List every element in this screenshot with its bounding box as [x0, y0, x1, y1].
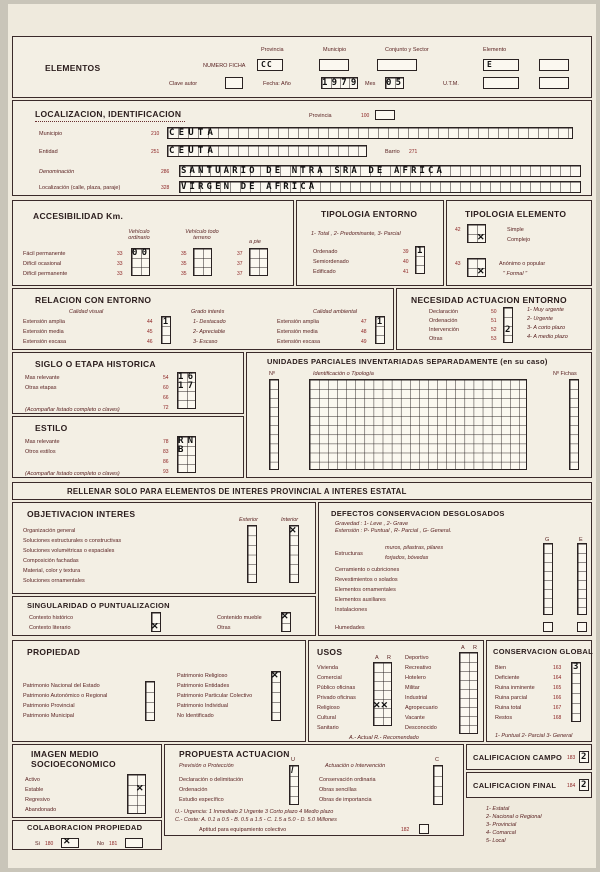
img-row-3: Abandonado — [25, 807, 57, 813]
title-underline — [35, 121, 185, 122]
estilo-title: ESTILO — [35, 423, 68, 433]
num-43: 43 — [455, 261, 461, 267]
rel-amb-row-0: Extensión amplia — [277, 319, 319, 325]
prop-left-grid[interactable] — [145, 681, 155, 721]
relacion-entorno-title: RELACION CON ENTORNO — [35, 295, 152, 305]
si-mark-icon: ✕ — [63, 836, 71, 846]
obj-row-1: Soluciones estructurales o constructivas — [23, 538, 122, 544]
num-180: 180 — [45, 841, 54, 847]
prop-right-1: Patrimonio Entidades — [177, 683, 230, 689]
nec-value: 2 — [505, 325, 515, 335]
propiedad-title: PROPIEDAD — [27, 647, 81, 657]
num-42: 42 — [455, 227, 461, 233]
cal-legend-4: 4- Comarcal — [486, 830, 516, 836]
num-37: 37 — [237, 251, 243, 257]
tipologia-elemento-panel — [446, 200, 592, 286]
prop-left-0: Patrimonio Nacional del Estado — [23, 683, 100, 689]
actuacion-label: Actuación o Intervención — [325, 763, 386, 769]
mueble-mark-icon: ✕ — [281, 611, 289, 621]
loc-provincia-box[interactable] — [375, 110, 395, 120]
letter-e: E — [487, 60, 493, 69]
estilo-value-2: B — [178, 445, 188, 455]
mueble-label: Contenido mueble — [217, 615, 262, 621]
conservacion-title: CONSERVACION GLOBAL — [493, 647, 594, 656]
num-184: 184 — [567, 783, 576, 789]
unid-ident-grid[interactable] — [309, 379, 527, 470]
complejo-check-icon: ✕ — [477, 232, 485, 242]
col-u: U — [291, 757, 295, 763]
rel-amb-row-2: Extensión escasa — [277, 339, 321, 345]
num-60: 60 — [163, 385, 169, 391]
prop-right-4: No Identificado — [177, 713, 214, 719]
usos-col-r2: R — [473, 645, 477, 651]
tip-elem-row-1: Complejo — [507, 237, 531, 243]
rel-mark-2: 1 — [377, 316, 383, 326]
humedades-label: Humedades — [335, 625, 365, 631]
defectos-col-e: E — [579, 537, 583, 543]
num-35b: 35 — [181, 261, 187, 267]
acc-col1: Vehículo ordinario — [128, 229, 150, 241]
num-83: 83 — [163, 449, 169, 455]
unidades-title: UNIDADES PARCIALES INVENTARIADAS SEPARADAMENTE (en su caso) — [267, 357, 548, 366]
num-54: 54 — [163, 375, 169, 381]
nec-legend-1: 1- Muy urgente — [527, 307, 564, 313]
sing-row-0: Contexto histórico — [29, 615, 74, 621]
estilo-note: (Acompañar listado completo o claves) — [25, 471, 120, 477]
tip-entorno-value: 1 — [417, 246, 427, 256]
elemento-box-2[interactable] — [539, 59, 569, 71]
usos-right-2: Hotelero — [405, 675, 426, 681]
aptitud-box[interactable] — [419, 824, 429, 834]
num-166: 166 — [553, 695, 562, 701]
cons-value: 3 — [573, 662, 583, 672]
objetivacion-title: OBJETIVACION INTERES — [27, 509, 136, 519]
cons-row-2: Ruina inminente — [495, 685, 535, 691]
utm-box-2[interactable] — [539, 77, 569, 89]
formal-label: " Formal " — [503, 271, 528, 277]
conservacion-panel — [486, 640, 592, 742]
num-35: 35 — [181, 251, 187, 257]
num-168: 168 — [553, 715, 562, 721]
num-50: 50 — [491, 309, 497, 315]
loc-entidad-value: CEUTA — [169, 146, 218, 156]
rel-mark-1: 1 — [163, 316, 169, 326]
estructuras-sub2: forjados, bóvedas — [385, 555, 429, 561]
unid-col-no: Nº — [269, 371, 275, 377]
cal-legend-1: 1- Estatal — [486, 806, 510, 812]
siglo-panel — [12, 352, 244, 414]
estilo-row-1: Otros estilos — [25, 449, 56, 455]
prop-act-right-1: Obras sencillas — [319, 787, 357, 793]
obj-row-4: Material, color y textura — [23, 568, 81, 574]
loc-municipio-grid[interactable] — [167, 127, 573, 139]
obj-row-3: Composición fachadas — [23, 558, 79, 564]
fecha-ano-value: 1979 — [322, 78, 361, 88]
rel-row-2: Extensión escasa — [23, 339, 67, 345]
necesidad-panel — [396, 288, 592, 350]
denominacion-label: Denominación — [39, 169, 75, 175]
prop-right-2: Patrimonio Particular Colectivo — [177, 693, 253, 699]
def-row-4: Instalaciones — [335, 607, 368, 613]
defectos-panel — [318, 502, 592, 636]
obj-interior: Interior — [281, 517, 299, 523]
num-33: 33 — [117, 251, 123, 257]
imagen-mark-icon: ✕ — [136, 783, 144, 793]
nec-legend-2: 2- Urgente — [527, 316, 553, 322]
usos-right-1: Recreativo — [405, 665, 432, 671]
unid-no-col-left[interactable] — [269, 379, 279, 470]
num-210: 210 — [151, 131, 160, 137]
humedades-e-box[interactable] — [577, 622, 587, 632]
usos-panel — [308, 640, 484, 742]
calificacion-campo-panel — [466, 744, 592, 770]
banner-text: RELLENAR SOLO PARA ELEMENTOS DE INTERES PROVINCIAL A INTERES ESTATAL — [67, 487, 407, 496]
num-167: 167 — [553, 705, 562, 711]
estilo-panel — [12, 416, 244, 478]
acc-grid-3[interactable] — [249, 248, 268, 276]
propuesta-panel — [164, 744, 464, 836]
img-row-2: Regresivo — [25, 797, 50, 803]
relacion-entorno-panel — [12, 288, 394, 350]
num-86: 86 — [163, 459, 169, 465]
accesibilidad-title: ACCESIBILIDAD Km. — [33, 211, 124, 221]
usos-right-7: Desconocido — [405, 725, 437, 731]
provincia-label: Provincia — [261, 47, 284, 53]
cons-row-5: Restos — [495, 715, 513, 721]
num-48: 48 — [361, 329, 367, 335]
cal-legend-2: 2- Nacional o Regional — [486, 814, 542, 820]
imagen-grid[interactable] — [127, 774, 146, 814]
num-78: 78 — [163, 439, 169, 445]
num-45: 45 — [147, 329, 153, 335]
num-35c: 35 — [181, 271, 187, 277]
localizacion-panel — [12, 100, 592, 196]
formal-check-icon: ✕ — [477, 266, 485, 276]
prop-left-3: Patrimonio Municipal — [23, 713, 75, 719]
unid-col-fichas: Nº Fichas — [553, 371, 577, 377]
obj-exterior-grid[interactable] — [247, 525, 257, 583]
rel-amb-row-1: Extensión media — [277, 329, 318, 335]
tip-entorno-row-0: Ordenado — [313, 249, 338, 255]
usos-right-4: Industrial — [405, 695, 428, 701]
imagen-title-1: IMAGEN MEDIO — [31, 749, 99, 759]
usos-title: USOS — [317, 647, 343, 657]
estructuras-sub1: muros, pilastras, pilares — [385, 545, 444, 551]
num-51: 51 — [491, 318, 497, 324]
imagen-title-2: SOCIOECONOMICO — [31, 759, 116, 769]
num-52: 52 — [491, 327, 497, 333]
grado-1: 1- Destacado — [193, 319, 226, 325]
acc-col2: Vehículo todo terreno — [185, 229, 219, 241]
defectos-legend2: Extensión : P- Puntual , R- Parcial , G- General. — [335, 528, 452, 534]
usos-left-5: Cultural — [317, 715, 336, 721]
prop-act-right-0: Conservación ordinaria — [319, 777, 376, 783]
usos-left-0: Vivienda — [317, 665, 338, 671]
def-row-2: Elementos ornamentales — [335, 587, 396, 593]
num-72: 72 — [163, 405, 169, 411]
cons-row-1: Deficiente — [495, 675, 520, 681]
estilo-row-0: Mas relevante — [25, 439, 60, 445]
propuesta-legend-1: U.- Urgencia: 1 Inmediato 2 Urgente 3 Corto plazo 4 Medio plazo — [175, 809, 334, 815]
tipologia-elemento-title: TIPOLOGIA ELEMENTO — [465, 209, 567, 219]
mes-label: Mes — [365, 81, 376, 87]
prop-left-2: Patrimonio Provincial — [23, 703, 75, 709]
singularidad-panel — [12, 596, 316, 636]
elementos-title: ELEMENTOS — [45, 63, 101, 73]
usos-right-0: Deportivo — [405, 655, 429, 661]
acc-col3: a pie — [249, 239, 261, 245]
cal-final-value: 2 — [581, 780, 591, 790]
numero-ficha-label: NUMERO FICHA — [203, 63, 246, 69]
cal-legend-5: 5- Local — [486, 838, 506, 844]
num-33b: 33 — [117, 261, 123, 267]
tip-elem-row-0: Simple — [507, 227, 524, 233]
def-row-3: Elementos auxiliares — [335, 597, 386, 603]
mes-value: 05 — [386, 78, 406, 88]
acc-row-1: Difícil ocasional — [23, 261, 62, 267]
num-39: 39 — [403, 249, 409, 255]
imagen-panel — [12, 744, 162, 818]
usos-left-3: Privado oficinas — [317, 695, 356, 701]
sing-row-1: Contexto literario — [29, 625, 71, 631]
num-49: 49 — [361, 339, 367, 345]
num-251: 251 — [151, 149, 160, 155]
loc-entidad-label: Entidad — [39, 149, 58, 155]
defectos-e-grid[interactable] — [577, 543, 587, 615]
unid-fichas-col[interactable] — [569, 379, 579, 470]
num-37c: 37 — [237, 271, 243, 277]
interes-banner — [12, 482, 592, 500]
unidades-panel — [246, 352, 592, 478]
elementos-panel — [12, 36, 592, 98]
nec-legend-3: 3- A corto plazo — [527, 325, 566, 331]
num-271: 271 — [409, 149, 418, 155]
siglo-value-2: 17 — [178, 381, 198, 391]
num-182: 182 — [401, 827, 410, 833]
usos-col-a: A — [375, 655, 379, 661]
defectos-legend1: Gravedad : 1- Leve , 2- Grave — [335, 521, 409, 527]
nec-row-0: Declaración — [429, 309, 459, 315]
defectos-col-g: G — [545, 537, 550, 543]
propiedad-panel — [12, 640, 306, 742]
aptitud-label: Aptitud para equipamiento colectivo — [199, 827, 287, 833]
prop-right-3: Patrimonio Individual — [177, 703, 229, 709]
tip-entorno-row-1: Semiordenado — [313, 259, 349, 265]
usos-left-6: Sanitario — [317, 725, 339, 731]
fecha-label: Fecha: Año — [263, 81, 291, 87]
obj-exterior: Exterior — [239, 517, 258, 523]
accesibilidad-panel — [12, 200, 294, 286]
defectos-g-grid[interactable] — [543, 543, 553, 615]
cal-legend-3: 3- Provincial — [486, 822, 517, 828]
cal-final-label: CALIFICACION FINAL — [473, 781, 557, 790]
grado-2: 2- Apreciable — [193, 329, 226, 335]
num-53: 53 — [491, 336, 497, 342]
objetivacion-panel — [12, 502, 316, 594]
tipologia-entorno-panel — [296, 200, 444, 286]
cons-row-0: Bien — [495, 665, 507, 671]
img-row-0: Activo — [25, 777, 40, 783]
num-44: 44 — [147, 319, 153, 325]
usos-right-6: Vacante — [405, 715, 425, 721]
acc-row-0: Fácil permanente — [23, 251, 66, 257]
usos-left-1: Comercial — [317, 675, 342, 681]
loc-municipio-label: Municipio — [39, 131, 63, 137]
tip-entorno-legend: 1- Total , 2- Predominante, 3- Parcial — [311, 231, 401, 237]
clave-autor-box[interactable] — [225, 77, 243, 89]
municipio-label: Municipio — [323, 47, 347, 53]
obj-mark-icon: ✕ — [289, 525, 297, 535]
nec-row-1: Ordenación — [429, 318, 458, 324]
usos-col-r: R — [387, 655, 391, 661]
localizacion-label: Localización (calle, plaza, paraje) — [39, 185, 121, 191]
rel-row-1: Extensión media — [23, 329, 64, 335]
localizacion-title: LOCALIZACION, IDENTIFICACION — [35, 109, 182, 119]
utm-box-1[interactable] — [483, 77, 519, 89]
cons-row-3: Ruina parcial — [495, 695, 528, 701]
usos-col-a2: A — [461, 645, 465, 651]
num-183: 183 — [567, 755, 576, 761]
prop-act-left-2: Estudio específico — [179, 797, 224, 803]
num-41: 41 — [403, 269, 409, 275]
colaboracion-panel — [12, 820, 162, 850]
no-box[interactable] — [125, 838, 143, 848]
prop-act-right-2: Obras de importancia — [319, 797, 372, 803]
prevision-label: Previsión o Protección — [179, 763, 234, 769]
def-row-1: Revestimientos o solados — [335, 577, 398, 583]
elemento-label: Elemento — [483, 47, 507, 53]
acc-grid-2[interactable] — [193, 248, 212, 276]
defectos-title: DEFECTOS CONSERVACION DESGLOSADOS — [331, 509, 505, 518]
colaboracion-title: COLABORACION PROPIEDAD — [27, 823, 143, 832]
calificacion-final-panel — [466, 772, 592, 798]
municipio-box[interactable] — [319, 59, 349, 71]
numero-ficha-value: CC — [261, 60, 273, 69]
acc-value: 00 — [132, 248, 152, 258]
prop-left-1: Patrimonio Autonómico o Regional — [23, 693, 108, 699]
si-label: Si — [35, 841, 40, 847]
prop-act-left-1: Ordenación — [179, 787, 208, 793]
no-label: No — [97, 841, 105, 847]
usos-right-grid[interactable] — [459, 652, 478, 734]
tipologia-entorno-title: TIPOLOGIA ENTORNO — [321, 209, 418, 219]
img-row-1: Estable — [25, 787, 44, 793]
num-66: 66 — [163, 395, 169, 401]
singularidad-title: SINGULARIDAD O PUNTUALIZACION — [27, 601, 170, 610]
nec-legend-4: 4- A medio plazo — [527, 334, 568, 340]
obj-row-2: Soluciones volumétricas o espaciales — [23, 548, 115, 554]
usos-left-grid[interactable] — [373, 662, 392, 726]
tip-entorno-row-2: Edificado — [313, 269, 336, 275]
col-c: C — [435, 757, 439, 763]
form-sheet — [8, 4, 596, 868]
prop-right-0: Patrimonio Religioso — [177, 673, 228, 679]
siglo-value-1: 16 — [178, 372, 198, 382]
num-37b: 37 — [237, 261, 243, 267]
barrio-label: Barrio — [385, 149, 400, 155]
siglo-row-1: Otras etapas — [25, 385, 57, 391]
estructuras-label: Estructuras — [335, 551, 363, 557]
utm-label: U.T.M. — [443, 81, 459, 87]
cons-row-4: Ruina total — [495, 705, 522, 711]
anonimo-label: Anónimo o popular — [499, 261, 546, 267]
conjunto-box[interactable] — [377, 59, 417, 71]
denominacion-value: SANTUARIO DE NTRA SRA DE AFRICA — [181, 166, 446, 176]
obj-row-0: Organización general — [23, 528, 76, 534]
usos-left-2: Público oficinas — [317, 685, 356, 691]
cal-campo-value: 2 — [581, 752, 591, 762]
num-40: 40 — [403, 259, 409, 265]
def-row-0: Cerramiento o cubriciones — [335, 567, 400, 573]
num-47: 47 — [361, 319, 367, 325]
usos-right-3: Militar — [405, 685, 420, 691]
num-164: 164 — [553, 675, 562, 681]
rel-row-0: Extensión amplia — [23, 319, 65, 325]
usos-legend: A.- Actual R.- Recomendado — [349, 735, 419, 741]
propuesta-u-mark: / — [291, 765, 294, 775]
siglo-row-0: Mas relevante — [25, 375, 60, 381]
loc-municipio-value: CEUTA — [169, 128, 218, 138]
siglo-note: (Acompañar listado completo o claves) — [25, 407, 120, 413]
nec-row-2: Intervención — [429, 327, 459, 333]
num-328: 328 — [161, 185, 170, 191]
num-165: 165 — [553, 685, 562, 691]
conjunto-sector-label: Conjunto y Sector — [385, 47, 429, 53]
grado-3: 3- Escaso — [193, 339, 218, 345]
calidad-ambiental-label: Calidad ambiental — [313, 309, 358, 315]
num-100: 100 — [361, 113, 370, 119]
propuesta-title: PROPUESTA ACTUACION — [179, 749, 290, 759]
loc-provincia-label: Provincia — [309, 113, 332, 119]
num-181: 181 — [109, 841, 118, 847]
num-46: 46 — [147, 339, 153, 345]
usos-left-4: Religioso — [317, 705, 340, 711]
unid-col-ident: Identificación o Tipología — [313, 371, 374, 377]
localizacion-value: VIRGEN DE AFRICA — [181, 182, 318, 192]
cal-campo-label: CALIFICACION CAMPO — [473, 753, 563, 762]
otras-label: Otras — [217, 625, 231, 631]
estilo-value-1: RN — [178, 436, 198, 446]
num-93: 93 — [163, 469, 169, 475]
calidad-visual-label: Calidad visual — [69, 309, 104, 315]
siglo-title: SIGLO O ETAPA HISTORICA — [35, 359, 156, 369]
clave-autor-label: Clave autor — [169, 81, 198, 87]
grado-interes-label: Grado interés — [191, 309, 225, 315]
obj-row-5: Soluciones ornamentales — [23, 578, 85, 584]
nec-row-3: Otras — [429, 336, 443, 342]
cons-legend: 1- Puntual 2- Parcial 3- General — [495, 733, 573, 739]
usos-religioso-mark: ✕✕ — [373, 700, 389, 710]
num-33c: 33 — [117, 271, 123, 277]
propuesta-c-grid[interactable] — [433, 765, 443, 805]
usos-right-5: Agropecuario — [405, 705, 438, 711]
propuesta-legend-2: C.- Coste: A. 0.1 a 0.5 - B. 0.5 a 1.5 - C. 1.5 a 5.0 - D. 5.0 Millones — [175, 817, 337, 823]
sing-mark-icon: ✕ — [151, 621, 159, 631]
prop-mark-icon: ✕ — [271, 670, 279, 680]
necesidad-title: NECESIDAD ACTUACION ENTORNO — [411, 295, 567, 305]
humedades-g-box[interactable] — [543, 622, 553, 632]
prop-act-left-0: Declaración o delimitación — [179, 777, 244, 783]
num-163: 163 — [553, 665, 562, 671]
acc-row-2: Difícil permanente — [23, 271, 68, 277]
num-286: 286 — [161, 169, 170, 175]
